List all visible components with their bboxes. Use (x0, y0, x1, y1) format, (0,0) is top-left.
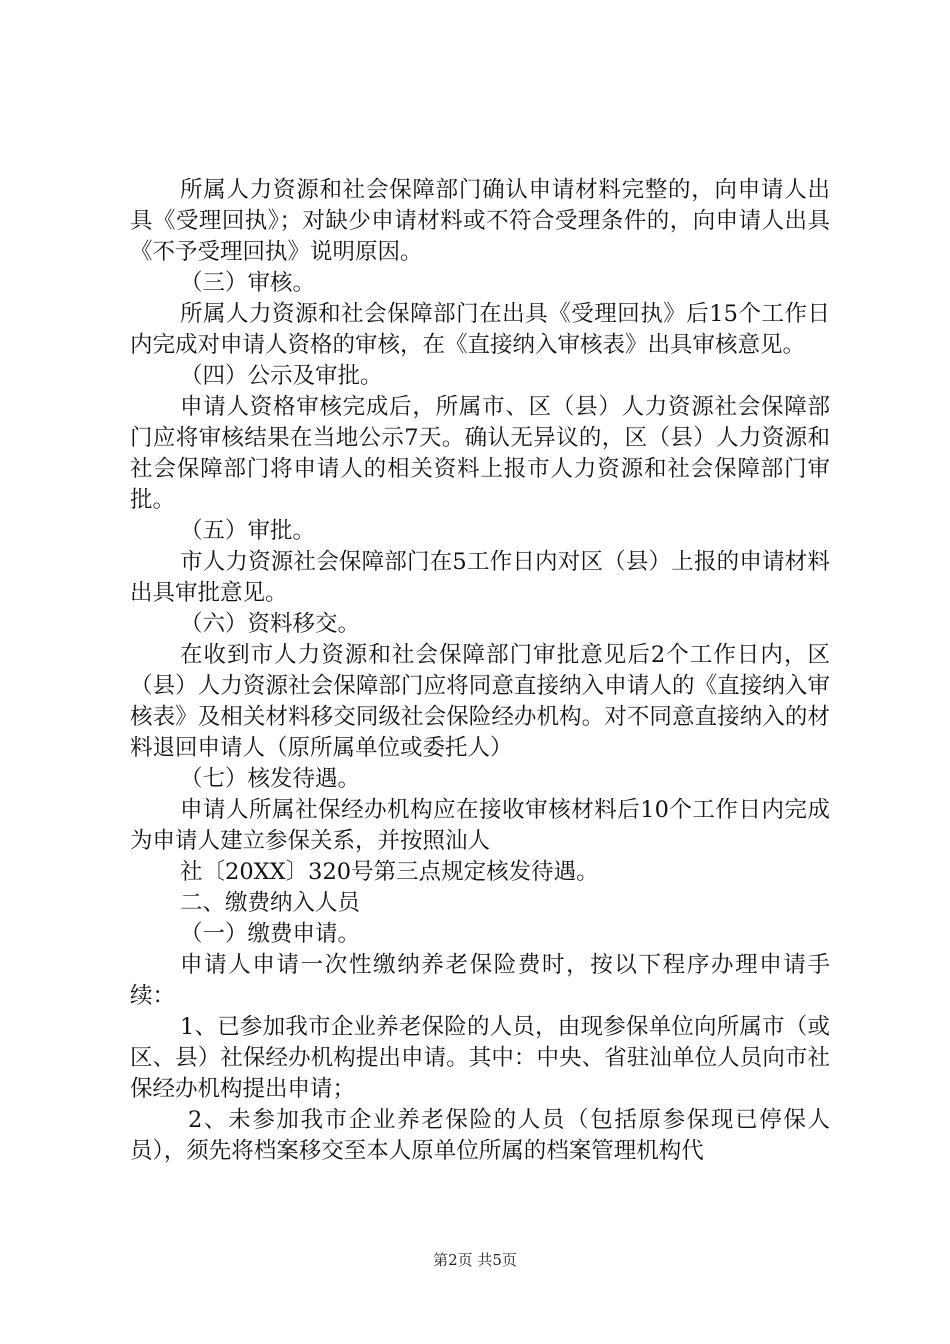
paragraph-acceptance-receipt: 所属人力资源和社会保障部门确认申请材料完整的，向申请人出具《受理回执》；对缺少申请材料或不符合受理条件的，向申请人出具《不予受理回执》说明原因。 (130, 177, 830, 265)
section-heading-contribution: 二、缴费纳入人员 (180, 890, 361, 916)
heading-contribution-application: （一）缴费申请。 (180, 921, 361, 947)
paragraph-approval: 市人力资源社会保障部门在5工作日内对区（县）上报的申请材料出具审批意见。 (130, 549, 830, 606)
heading-material-transfer: （六）资料移交。 (180, 611, 361, 637)
paragraph-material-transfer: 在收到市人力资源和社会保障部门审批意见后2个工作日内，区（县）人力资源社会保障部门应将同意直接纳入申请人的《直接纳入审核表》及相关材料移交同级社会保险经办机构。对不同意直接纳入的材料退回申请人（原所属单位或委托人） (130, 642, 830, 761)
list-item-uninsured: 2、未参加我市企业养老保险的人员（包括原参保现已停保人员），须先将档案移交至本人原单位所属的档案管理机构代 (130, 1107, 830, 1164)
list-item-insured: 1、已参加我市企业养老保险的人员，由现参保单位向所属市（或区、县）社保经办机构提出申请。其中：中央、省驻汕单位人员向市社保经办机构提出申请； (130, 1014, 830, 1102)
heading-publicity-approval: （四）公示及审批。 (180, 363, 383, 389)
page-number-footer: 第2页 共5页 (433, 1251, 517, 1269)
document-body (130, 175, 830, 1167)
paragraph-contribution-application: 申请人申请一次性缴纳养老保险费时，按以下程序办理申请手续： (130, 952, 830, 1009)
paragraph-benefit-issuance: 申请人所属社保经办机构应在接收审核材料后10个工作日内完成为申请人建立参保关系，并按照汕人 (130, 797, 830, 854)
paragraph-review: 所属人力资源和社会保障部门在出具《受理回执》后15个工作日内完成对申请人资格的审核，在《直接纳入审核表》出具审核意见。 (130, 301, 830, 358)
paragraph-publicity-approval: 申请人资格审核完成后，所属市、区（县）人力资源社会保障部门应将审核结果在当地公示7天。确认无异议的，区（县）人力资源和社会保障部门将申请人的相关资料上报市人力资源和社会保障部门审批。 (130, 394, 830, 513)
heading-approval: （五）审批。 (180, 518, 316, 544)
heading-review: （三）审核。 (180, 270, 316, 296)
paragraph-document-reference: 社〔20XX〕320号第三点规定核发待遇。 (180, 859, 599, 885)
heading-benefit-issuance: （七）核发待遇。 (180, 766, 361, 792)
